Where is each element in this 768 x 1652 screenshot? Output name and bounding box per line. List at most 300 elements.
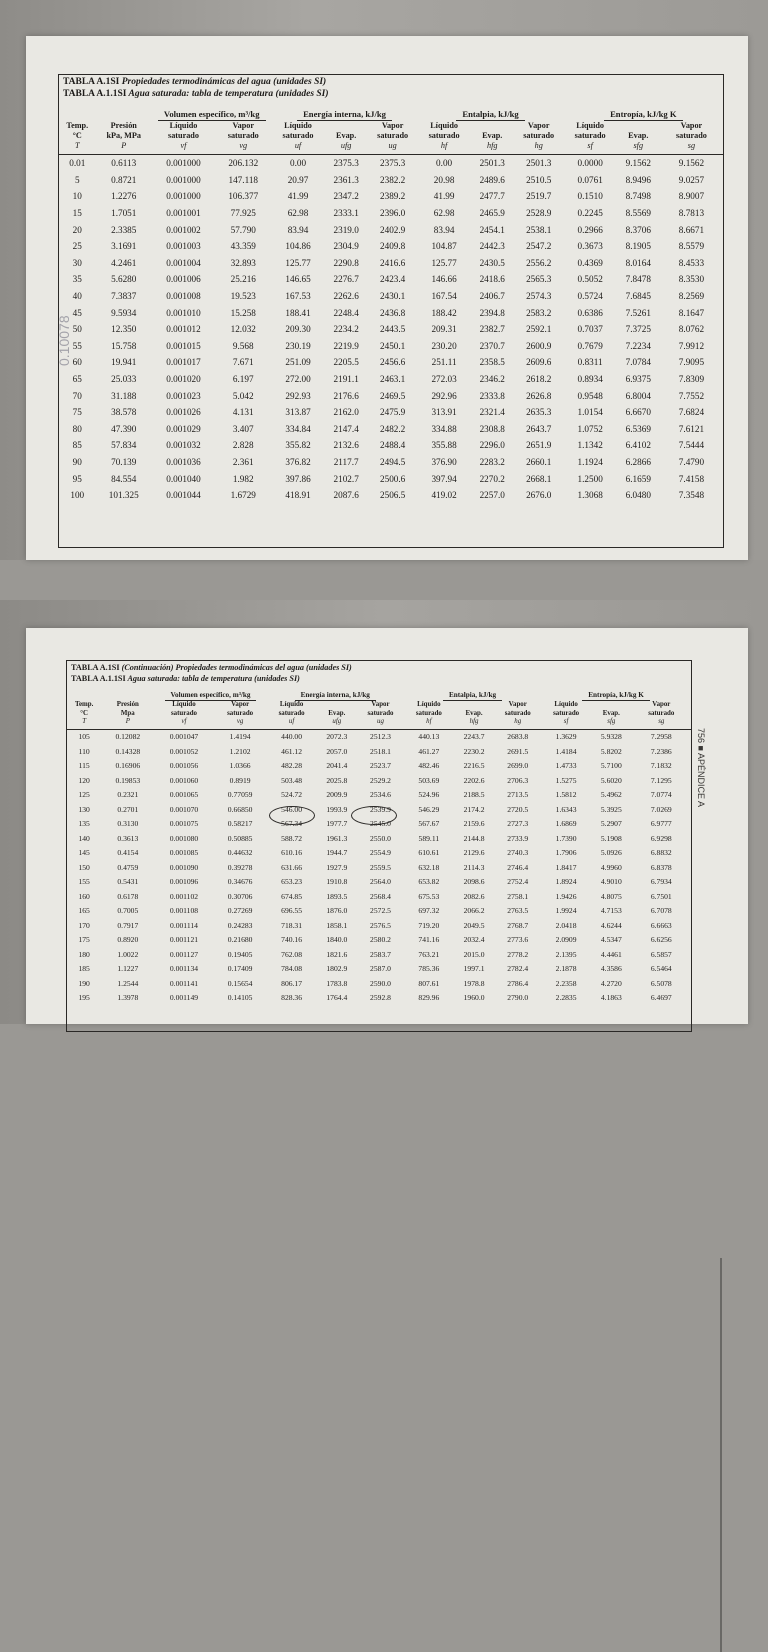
table-cell: 2.1878 bbox=[555, 964, 577, 974]
table-row bbox=[59, 172, 723, 189]
table-row bbox=[59, 437, 723, 454]
table-cell: 2423.4 bbox=[380, 274, 406, 285]
table-cell: 653.82 bbox=[418, 877, 440, 887]
table-cell: 2534.6 bbox=[370, 790, 391, 800]
table-cell: 2087.6 bbox=[333, 490, 359, 501]
table-cell: 8.2569 bbox=[678, 291, 705, 302]
table-cell: 60 bbox=[72, 357, 82, 368]
table-cell: 7.3837 bbox=[111, 291, 137, 302]
table-cell: 12.350 bbox=[111, 324, 137, 335]
table-cell: 2463.1 bbox=[380, 374, 406, 385]
table-cell: 0.001017 bbox=[166, 357, 201, 368]
table-cell: 1.5812 bbox=[555, 790, 577, 800]
table-cell: 83.94 bbox=[287, 224, 309, 235]
table-cell: 0.7037 bbox=[577, 324, 603, 335]
table-cell: 45 bbox=[72, 307, 82, 318]
table-cell: 0.001015 bbox=[166, 340, 201, 351]
table-frame-2 bbox=[66, 660, 692, 1032]
table-cell: 9.0257 bbox=[678, 174, 705, 185]
table-cell: 0.14328 bbox=[115, 746, 141, 756]
table-cell: 6.7501 bbox=[650, 891, 672, 901]
table-cell: 209.31 bbox=[431, 324, 457, 335]
table-cell: 2144.8 bbox=[463, 833, 485, 843]
table-cell: 807.61 bbox=[418, 978, 440, 988]
table-cell: 2706.3 bbox=[507, 775, 529, 785]
table-row bbox=[59, 454, 723, 471]
table-cell: 9.5934 bbox=[111, 307, 137, 318]
table-cell: 2402.9 bbox=[380, 224, 406, 235]
table-cell: 0.0761 bbox=[577, 174, 603, 185]
table-cell: 0.001001 bbox=[166, 208, 201, 219]
table-cell: 0.001141 bbox=[169, 978, 199, 988]
table-cell: 0.19853 bbox=[115, 775, 141, 785]
table-cell: 2752.4 bbox=[507, 877, 529, 887]
table-cell: 8.1647 bbox=[678, 307, 705, 318]
table-cell: 419.02 bbox=[431, 490, 457, 501]
table-cell: 2465.9 bbox=[479, 208, 505, 219]
table-cell: 7.2386 bbox=[650, 746, 672, 756]
table-cell: 785.36 bbox=[418, 964, 440, 974]
table-cell: 0.001032 bbox=[166, 440, 201, 451]
table-cell: 2162.0 bbox=[333, 407, 359, 418]
table-cell: 4.131 bbox=[232, 407, 254, 418]
table-cell: 2510.5 bbox=[526, 174, 552, 185]
table-cell: 2773.6 bbox=[507, 935, 529, 945]
table-cell: 0.001044 bbox=[166, 490, 201, 501]
table-cell: 2523.7 bbox=[370, 761, 391, 771]
column-header: Líquido saturado vf bbox=[168, 121, 199, 150]
table-cell: 125.77 bbox=[431, 257, 457, 268]
table-cell: 5.8202 bbox=[600, 746, 622, 756]
table-cell: 7.1832 bbox=[650, 761, 672, 771]
table-cell: 190 bbox=[78, 978, 90, 988]
table-cell: 0.4759 bbox=[117, 862, 139, 872]
group-header: Volumen específico, m³/kg bbox=[152, 99, 272, 121]
table-cell: 0.5724 bbox=[577, 291, 603, 302]
table-cell: 334.88 bbox=[431, 423, 457, 434]
table-cell: 6.6670 bbox=[625, 407, 651, 418]
table-cell: 0.001075 bbox=[169, 819, 199, 829]
table-cell: 272.03 bbox=[431, 374, 457, 385]
page-edge-shadow bbox=[720, 1258, 722, 1652]
table-cell: 2375.3 bbox=[333, 158, 359, 169]
table-cell: 1.1924 bbox=[577, 456, 603, 467]
table-cell: 5.1908 bbox=[600, 833, 622, 843]
table-cell: 55 bbox=[72, 340, 82, 351]
table-cell: 80 bbox=[72, 423, 82, 434]
table-cell: 0.001108 bbox=[169, 906, 199, 916]
table-row bbox=[59, 321, 723, 338]
table-cell: 2512.3 bbox=[370, 732, 391, 742]
table-row bbox=[67, 933, 691, 948]
column-header: Presión kPa, MPa P bbox=[106, 121, 142, 150]
table-cell: 2576.5 bbox=[370, 920, 391, 930]
table-cell: 8.7813 bbox=[678, 208, 705, 219]
table-cell: 38.578 bbox=[111, 407, 137, 418]
table-cell: 2230.2 bbox=[463, 746, 485, 756]
table-cell: 188.42 bbox=[431, 307, 457, 318]
table-cell: 2290.8 bbox=[333, 257, 359, 268]
table-cell: 0.4369 bbox=[577, 257, 603, 268]
table-row bbox=[59, 421, 723, 438]
column-header: Vapor saturado vg bbox=[227, 701, 254, 725]
table-title-2 bbox=[67, 661, 691, 672]
table-cell: 170 bbox=[78, 920, 90, 930]
table-cell: 20.97 bbox=[287, 174, 309, 185]
table-cell: 2.1395 bbox=[555, 949, 577, 959]
table-cell: 567.67 bbox=[418, 819, 440, 829]
table-cell: 195 bbox=[78, 993, 90, 1003]
table-cell: 2216.5 bbox=[463, 761, 485, 771]
table-cell: 15 bbox=[72, 208, 82, 219]
table-cell: 2117.7 bbox=[333, 456, 359, 467]
table-cell: 57.834 bbox=[111, 440, 137, 451]
table-cell: 2416.6 bbox=[380, 257, 406, 268]
table-cell: 0.001149 bbox=[169, 993, 199, 1003]
table-cell: 9.568 bbox=[232, 340, 254, 351]
table-cell: 313.87 bbox=[285, 407, 311, 418]
table-cell: 150 bbox=[78, 862, 90, 872]
table-cell: 6.9298 bbox=[650, 833, 672, 843]
table-row bbox=[67, 846, 691, 861]
table-cell: 19.523 bbox=[230, 291, 256, 302]
group-header: Entalpia, kJ/kg bbox=[418, 99, 564, 121]
table-cell: 2098.6 bbox=[463, 877, 485, 887]
table-cell: 397.94 bbox=[431, 473, 457, 484]
table-cell: 8.9007 bbox=[678, 191, 705, 202]
table-cell: 30 bbox=[72, 257, 82, 268]
table-cell: 2102.7 bbox=[333, 473, 359, 484]
table-cell: 115 bbox=[78, 761, 90, 771]
table-cell: 2205.5 bbox=[333, 357, 359, 368]
table-cell: 19.941 bbox=[111, 357, 137, 368]
table-cell: 209.30 bbox=[285, 324, 311, 335]
table-cell: 1.3629 bbox=[555, 732, 577, 742]
table-row bbox=[59, 255, 723, 272]
table-title-text: Propiedades termodinámicas del agua (unidades SI) bbox=[121, 77, 327, 87]
table-cell: 2370.7 bbox=[479, 340, 505, 351]
table-cell: 482.28 bbox=[281, 761, 303, 771]
table-cell: 7.3548 bbox=[678, 490, 705, 501]
table-cell: 2418.6 bbox=[479, 274, 505, 285]
table-row bbox=[59, 371, 723, 388]
table-cell: 120 bbox=[78, 775, 90, 785]
table-cell: 292.96 bbox=[431, 390, 457, 401]
table-cell: 2565.3 bbox=[526, 274, 552, 285]
table-cell: 1.5275 bbox=[555, 775, 577, 785]
table-cell: 2.828 bbox=[232, 440, 254, 451]
table-cell: 185 bbox=[78, 964, 90, 974]
table-row bbox=[67, 729, 691, 744]
table-cell: 95 bbox=[72, 473, 82, 484]
table-cell: 0.001056 bbox=[169, 761, 199, 771]
table-cell: 0.001026 bbox=[166, 407, 201, 418]
table-cell: 2518.1 bbox=[370, 746, 391, 756]
table-cell: 806.17 bbox=[281, 978, 303, 988]
table-cell: 2763.5 bbox=[507, 906, 529, 916]
table-cell: 0.6113 bbox=[111, 158, 137, 169]
table-cell: 0.2966 bbox=[577, 224, 603, 235]
column-header: Presión Mpa P bbox=[116, 701, 139, 725]
table-cell: 0.001008 bbox=[166, 291, 201, 302]
table-row bbox=[59, 487, 723, 504]
table-cell: 610.16 bbox=[281, 848, 303, 858]
table-cell: 0.8919 bbox=[229, 775, 251, 785]
table-cell: 2691.5 bbox=[507, 746, 529, 756]
table-cell: 90 bbox=[72, 456, 82, 467]
table-cell: 101.325 bbox=[108, 490, 139, 501]
table-cell: 2651.9 bbox=[526, 440, 552, 451]
table-cell: 2396.0 bbox=[380, 208, 406, 219]
table-cell: 1.9426 bbox=[555, 891, 577, 901]
table-cell: 0.7917 bbox=[117, 920, 139, 930]
table-cell: 2592.1 bbox=[526, 324, 552, 335]
table-cell: 0.001127 bbox=[169, 949, 199, 959]
table-cell: 6.5857 bbox=[650, 949, 672, 959]
table-cell: 0.001080 bbox=[169, 833, 199, 843]
table-cell: 1910.8 bbox=[326, 877, 348, 887]
table-cell: 0.00 bbox=[289, 158, 307, 169]
table-cell: 2727.3 bbox=[507, 819, 529, 829]
table-cell: 697.32 bbox=[418, 906, 440, 916]
table-cell: 2609.6 bbox=[526, 357, 552, 368]
table-cell: 610.61 bbox=[418, 848, 440, 858]
table-cell: 0.6386 bbox=[577, 307, 603, 318]
table-cell: 632.18 bbox=[418, 862, 440, 872]
table-cell: 546.29 bbox=[418, 804, 440, 814]
table-cell: 2382.2 bbox=[380, 174, 406, 185]
table-cell: 461.12 bbox=[281, 746, 303, 756]
table-cell: 2733.9 bbox=[507, 833, 529, 843]
table-cell: 2592.8 bbox=[370, 993, 391, 1003]
table-cell: 2450.1 bbox=[380, 340, 406, 351]
table-cell: 1.2276 bbox=[111, 191, 137, 202]
pencil-circle-annotation bbox=[351, 806, 397, 825]
table-cell: 355.88 bbox=[431, 440, 457, 451]
table-row bbox=[59, 387, 723, 404]
table-cell: 15.758 bbox=[111, 340, 137, 351]
table-cell: 4.6244 bbox=[600, 920, 622, 930]
table-cell: 2.0418 bbox=[555, 920, 577, 930]
column-header: Vapor saturado sg bbox=[648, 701, 675, 725]
table-cell: 6.6663 bbox=[650, 920, 672, 930]
table-cell: 2618.2 bbox=[526, 374, 552, 385]
table-cell: 7.4790 bbox=[678, 456, 705, 467]
table-cell: 6.8004 bbox=[625, 390, 651, 401]
table-cell: 0.44632 bbox=[227, 848, 253, 858]
table-cell: 2.361 bbox=[232, 456, 254, 467]
table-cell: 4.5347 bbox=[600, 935, 622, 945]
table-cell: 0.16906 bbox=[115, 761, 141, 771]
table-cell: 2494.5 bbox=[380, 456, 406, 467]
table-cell: 0.8934 bbox=[577, 374, 603, 385]
table-cell: 0.001060 bbox=[169, 775, 199, 785]
table-cell: 0.0000 bbox=[577, 158, 603, 169]
table-cell: 0.00 bbox=[436, 158, 453, 169]
table-cell: 25.033 bbox=[111, 374, 137, 385]
table-title-text: (Continuación) Propiedades termodinámicas del agua (unidades SI) bbox=[121, 663, 352, 672]
table-cell: 1.0022 bbox=[117, 949, 139, 959]
table-cell: 0.1510 bbox=[577, 191, 603, 202]
table-cell: 1.7906 bbox=[555, 848, 577, 858]
table-cell: 2683.8 bbox=[507, 732, 529, 742]
table-cell: 62.98 bbox=[433, 208, 455, 219]
table-cell: 0.77059 bbox=[227, 790, 253, 800]
table-cell: 7.0784 bbox=[625, 357, 651, 368]
table-cell: 631.66 bbox=[281, 862, 303, 872]
table-cell: 1.7051 bbox=[111, 208, 137, 219]
table-cell: 2676.0 bbox=[526, 490, 552, 501]
table-cell: 2082.6 bbox=[463, 891, 485, 901]
table-cell: 2469.5 bbox=[380, 390, 406, 401]
table-cell: 0.001065 bbox=[169, 790, 199, 800]
table-cell: 1944.7 bbox=[326, 848, 348, 858]
table-cell: 100 bbox=[70, 490, 85, 501]
table-cell: 3.1691 bbox=[111, 241, 137, 252]
table-cell: 1.0366 bbox=[229, 761, 251, 771]
table-cell: 1.4733 bbox=[555, 761, 577, 771]
table-cell: 440.00 bbox=[281, 732, 303, 742]
table-cell: 5.6280 bbox=[111, 274, 137, 285]
table-cell: 8.6671 bbox=[678, 224, 705, 235]
table-cell: 5.2907 bbox=[600, 819, 622, 829]
table-cell: 84.554 bbox=[111, 473, 137, 484]
table-cell: 0.6178 bbox=[117, 891, 139, 901]
table-cell: 0.001006 bbox=[166, 274, 201, 285]
table-cell: 2488.4 bbox=[380, 440, 406, 451]
column-header: Evap. ufg bbox=[336, 131, 357, 150]
table-cell: 2159.6 bbox=[463, 819, 485, 829]
table-cell: 1802.9 bbox=[326, 964, 348, 974]
column-header: Evap. sfg bbox=[602, 709, 620, 725]
table-cell: 0.5431 bbox=[117, 877, 139, 887]
table-cell: 2442.3 bbox=[479, 241, 505, 252]
table-cell: 1978.8 bbox=[463, 978, 485, 988]
table-cell: 230.20 bbox=[431, 340, 457, 351]
table-cell: 2361.3 bbox=[333, 174, 359, 185]
table-row bbox=[59, 271, 723, 288]
column-header: Evap. sfg bbox=[628, 131, 649, 150]
column-header: Líquido saturado uf bbox=[282, 121, 314, 150]
table-cell: 25.216 bbox=[230, 274, 256, 285]
table-cell: 165 bbox=[78, 906, 90, 916]
table-cell: 2550.0 bbox=[370, 833, 391, 843]
table-cell: 1893.5 bbox=[326, 891, 348, 901]
table-cell: 0.001003 bbox=[166, 241, 201, 252]
column-header: Vapor saturado ug bbox=[367, 701, 394, 725]
column-header: Vapor saturado vg bbox=[227, 121, 259, 150]
table-cell: 0.001070 bbox=[169, 804, 199, 814]
table-cell: 696.55 bbox=[281, 906, 303, 916]
table-cell: 2519.7 bbox=[526, 191, 552, 202]
column-header: Evap. ufg bbox=[328, 709, 346, 725]
table-cell: 110 bbox=[78, 746, 90, 756]
table-cell: 1.3978 bbox=[117, 993, 139, 1003]
table-cell: 0.3130 bbox=[117, 819, 139, 829]
table-cell: 41.99 bbox=[433, 191, 455, 202]
table-cell: 8.5569 bbox=[625, 208, 651, 219]
table-cell: 2.0909 bbox=[555, 935, 577, 945]
table-cell: 0.001000 bbox=[166, 191, 201, 202]
table-cell: 251.11 bbox=[431, 357, 457, 368]
table-cell: 2600.9 bbox=[526, 340, 552, 351]
table-cell: 0.8311 bbox=[577, 357, 603, 368]
table-cell: 334.84 bbox=[285, 423, 311, 434]
table-cell: 0.17409 bbox=[227, 964, 253, 974]
table-cell: 2248.4 bbox=[333, 307, 359, 318]
table-cell: 1.0752 bbox=[577, 423, 603, 434]
table-cell: 167.54 bbox=[431, 291, 457, 302]
table-cell: 180 bbox=[78, 949, 90, 959]
table-cell: 5.0926 bbox=[600, 848, 622, 858]
table-cell: 5.9328 bbox=[600, 732, 622, 742]
table-cell: 6.5369 bbox=[625, 423, 651, 434]
table-cell: 0.001040 bbox=[166, 473, 201, 484]
group-header: Energía interna, kJ/kg bbox=[267, 683, 404, 701]
column-header: Evap. hfg bbox=[482, 131, 503, 150]
table-cell: 9.1562 bbox=[678, 158, 705, 169]
table-cell: 2394.8 bbox=[479, 307, 505, 318]
table-cell: 2580.2 bbox=[370, 935, 391, 945]
table-cell: 272.00 bbox=[285, 374, 311, 385]
table-cell: 0.001012 bbox=[166, 324, 201, 335]
table-cell: 8.0164 bbox=[625, 257, 651, 268]
table-cell: 50 bbox=[72, 324, 82, 335]
table-cell: 2041.4 bbox=[326, 761, 348, 771]
table-cell: 376.90 bbox=[431, 456, 457, 467]
table-cell: 2202.6 bbox=[463, 775, 485, 785]
table-cell: 2635.3 bbox=[526, 407, 552, 418]
table-cell: 2501.3 bbox=[479, 158, 505, 169]
table-cell: 2308.8 bbox=[479, 423, 505, 434]
table-cell: 674.85 bbox=[281, 891, 303, 901]
table-cell: 2243.7 bbox=[463, 732, 485, 742]
table-cell: 828.36 bbox=[281, 993, 303, 1003]
table-cell: 8.5579 bbox=[678, 241, 705, 252]
table-cell: 7.6121 bbox=[678, 423, 705, 434]
table-cell: 1.6729 bbox=[230, 490, 256, 501]
table-cell: 1.4184 bbox=[555, 746, 577, 756]
table-cell: 2382.7 bbox=[479, 324, 505, 335]
saturated-water-table-1 bbox=[59, 99, 723, 503]
table-cell: 2283.2 bbox=[479, 456, 505, 467]
page-sheet-1 bbox=[26, 36, 748, 560]
table-cell: 0.001020 bbox=[166, 374, 201, 385]
table-cell: 0.8920 bbox=[117, 935, 139, 945]
table-cell: 2790.0 bbox=[507, 993, 529, 1003]
table-row bbox=[59, 338, 723, 355]
table-cell: 6.5464 bbox=[650, 964, 672, 974]
table-cell: 6.4102 bbox=[625, 440, 651, 451]
table-cell: 0.27269 bbox=[227, 906, 253, 916]
table-cell: 2276.7 bbox=[333, 274, 359, 285]
table-cell: 0.24283 bbox=[227, 920, 253, 930]
table-cell: 2219.9 bbox=[333, 340, 359, 351]
table-row bbox=[67, 744, 691, 759]
table-cell: 0.001000 bbox=[166, 174, 201, 185]
table-cell: 0.3613 bbox=[117, 833, 139, 843]
table-cell: 2590.0 bbox=[370, 978, 391, 988]
table-cell: 2409.8 bbox=[380, 241, 406, 252]
table-cell: 524.96 bbox=[418, 790, 440, 800]
table-cell: 2572.5 bbox=[370, 906, 391, 916]
table-cell: 1.2500 bbox=[577, 473, 603, 484]
table-cell: 1.2544 bbox=[117, 978, 139, 988]
table-cell: 70.139 bbox=[111, 456, 137, 467]
table-cell: 31.188 bbox=[111, 390, 137, 401]
table-cell: 2778.2 bbox=[507, 949, 529, 959]
table-cell: 0.001090 bbox=[169, 862, 199, 872]
